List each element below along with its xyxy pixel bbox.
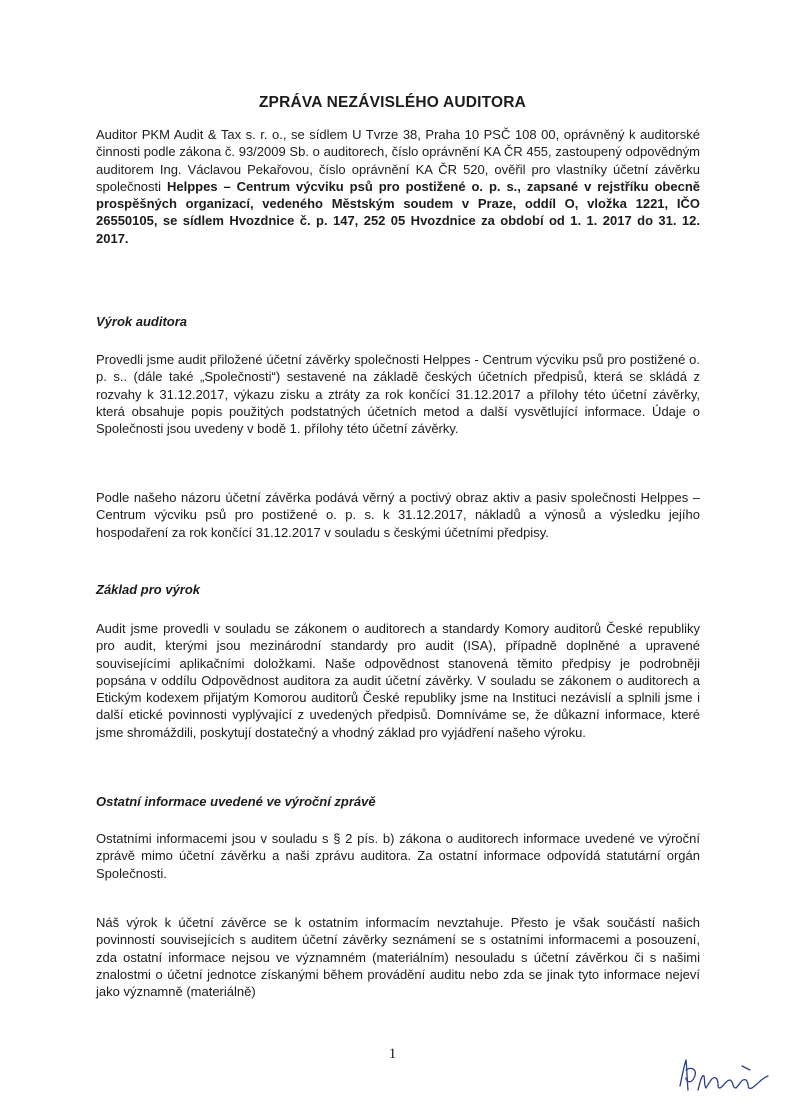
intro-bold-text: Helppes – Centrum výcviku psů pro postižené o. p. s., zapsané v rejstříku obecně prospěšných organizací, vedeného Městským soudem v Praze, oddíl O, vložka 1221, IČO 26550105, se sídlem Hvozdnice č. p. 147, 252 05 Hvozdnice za období od 1. 1. 2017 do 31. 12. 2017. — [96, 178, 700, 246]
section-paragraph: Podle našeho názoru účetní závěrka podává věrný a poctivý obraz aktiv a pasiv společnosti Helppes – Centrum výcviku psů pro postižené o. p. s. k 31.12.2017, nákladů a výnosů a výsledku jejího hospodaření za rok končící 31.12.2017 v souladu s českými účetními předpisy. — [96, 490, 700, 540]
section-paragraph: Audit jsme provedli v souladu se zákonem o auditorech a standardy Komory auditorů České republiky pro audit, kterými jsou mezinárodní standardy pro audit (ISA), případně doplněné a upravené souvisejícími aplikačními doložkami. Naše odpovědnost stanovená těmito předpisy je podrobněji popsána v oddílu Odpovědnost auditora za audit účetní závěrky. V souladu se zákonem o auditorech a Etickým kodexem přijatým Komorou auditorů České republiky jsme na Instituci nezávislí a splnili jsme i další etické povinnosti vyplývající z uvedených předpisů. Domníváme se, že důkazní informace, které jsme shromáždili, poskytují dostatečný a vhodný základ pro vyjádření našeho výroku. — [96, 621, 700, 740]
handwritten-initials — [672, 1056, 782, 1096]
page-number: 1 — [388, 1046, 397, 1062]
intro-paragraph — [96, 126, 700, 247]
section-heading-vyrok: Výrok auditora — [96, 314, 188, 329]
section-heading-zaklad: Základ pro výrok — [96, 582, 201, 597]
section-paragraph: Náš výrok k účetní závěrce se k ostatním informacím nevztahuje. Přesto je však součástí našich povinností souvisejících s auditem účetní závěrky seznámení se s ostatními informacemi a posouzení, zda ostatní informace nejsou ve významném (materiálním) nesouladu s účetní závěrkou či s našimi znalostmi o účetní jednotce získanými během provádění auditu nebo zda se jinak tyto informace nejeví jako významně (materiálně) — [96, 915, 700, 1000]
section-paragraph: Ostatními informacemi jsou v souladu s § 2 pís. b) zákona o auditorech informace uvedené ve výroční zprávě mimo účetní závěrku a naši zprávu auditora. Za ostatní informace odpovídá statutární orgán Společnosti. — [96, 831, 700, 881]
section-paragraph: Provedli jsme audit přiložené účetní závěrky společnosti Helppes - Centrum výcviku psů pro postižené o. p. s.. (dále také „Společnosti“) sestavené na základě českých účetních předpisů, která se skládá z rozvahy k 31.12.2017, výkazu zisku a ztráty za rok končící 31.12.2017 a přílohy této účetní závěrky, která obsahuje popis použitých podstatných účetních metod a další vysvětlující informace. Údaje o Společnosti jsou uvedeny v bodě 1. přílohy této účetní závěrky. — [96, 352, 700, 437]
intro-text: Auditor PKM Audit & Tax s. r. o., se sídlem U Tvrze 38, Praha 10 PSČ 108 00, oprávněný k auditorské činnosti podle zákona č. 93/2009 Sb. o auditorech, číslo oprávnění KA ČR 455, zastoupený odpovědným auditorem Ing. Václavou Pekařovou, číslo oprávnění KA ČR 520, ověřil pro vlastníky účetní závěrku společnosti — [96, 127, 700, 194]
section-heading-ostatni: Ostatní informace uvedené ve výroční zprávě — [96, 794, 376, 809]
report-title: ZPRÁVA NEZÁVISLÉHO AUDITORA — [258, 94, 527, 111]
